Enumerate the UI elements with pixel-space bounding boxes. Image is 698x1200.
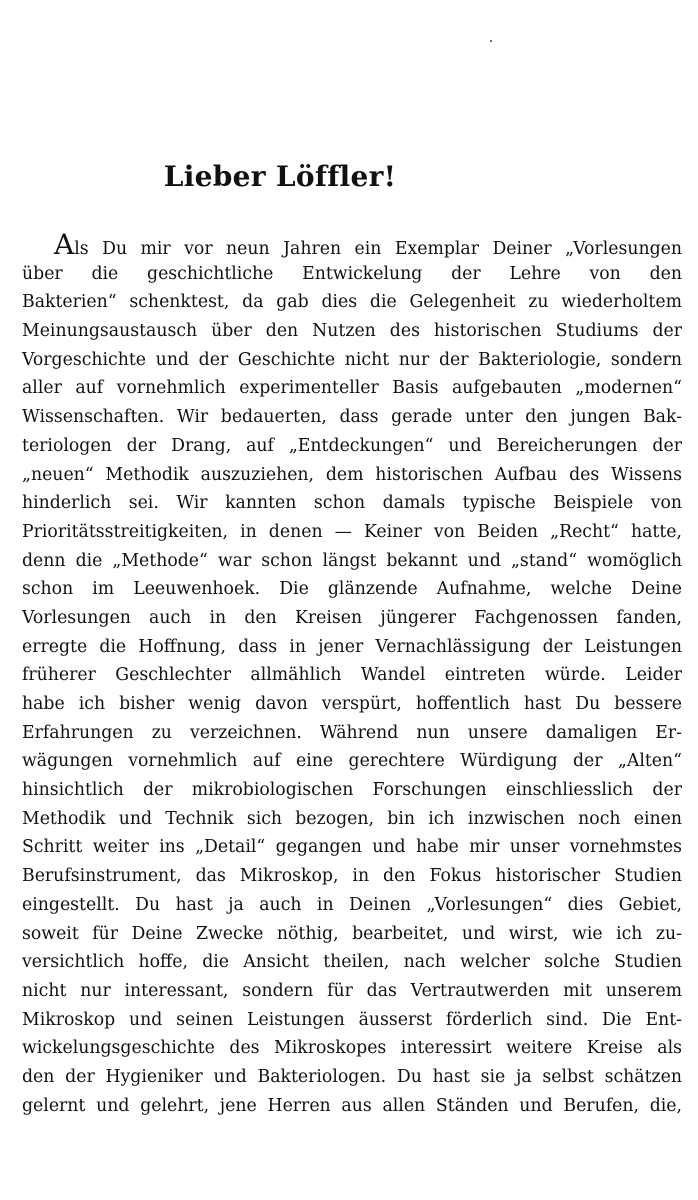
text-line-19: wägungen vornehmlich auf eine gerechtere Würdigung der „Alten“: [22, 751, 682, 772]
text-line-25: soweit für Deine Zwecke nöthig, bearbeitet, und wirst, wie ich zu-: [22, 923, 682, 944]
text-line-21: Methodik und Technik sich bezogen, bin ich inzwischen noch einen: [22, 808, 682, 829]
initial-letter: A: [54, 228, 75, 261]
text-line-22: Schritt weiter ins „Detail“ gegangen und habe mir unser vornehmstes: [22, 837, 682, 858]
text-line-8: teriologen der Drang, auf „Entdeckungen“ und Bereicherungen der: [22, 435, 682, 456]
text-line-26: versichtlich hoffe, die Ansicht theilen, nach welcher solche Studien: [22, 952, 682, 973]
text-line-24: eingestellt. Du hast ja auch in Deinen „Vorlesungen“ dies Gebiet,: [22, 894, 682, 915]
text-line-14: Vorlesungen auch in den Kreisen jüngerer Fachgenossen fanden,: [22, 607, 682, 628]
text-line-15: erregte die Hoffnung, dass in jener Vernachlässigung der Leistungen: [22, 636, 682, 657]
text-line-20: hinsichtlich der mikrobiologischen Forschungen einschliesslich der: [22, 780, 682, 801]
text-line-10: hinderlich sei. Wir kannten schon damals typische Beispiele von: [22, 493, 682, 514]
text-line-3: Bakterien“ schenktest, da gab dies die Gelegenheit zu wiederholtem: [22, 292, 682, 313]
text-line-18: Erfahrungen zu verzeichnen. Während nun unsere damaligen Er-: [22, 722, 682, 743]
print-speck: [490, 40, 492, 42]
text-line-9: „neuen“ Methodik auszuziehen, dem historischen Aufbau des Wissens: [22, 464, 682, 485]
text-line-29: wickelungsgeschichte des Mikroskopes interessirt weitere Kreise als: [22, 1038, 682, 1059]
text-line-31: gelernt und gelehrt, jene Herren aus allen Ständen und Berufen, die,: [22, 1095, 682, 1116]
text-line-16: früherer Geschlechter allmählich Wandel eintreten würde. Leider: [22, 665, 682, 686]
text-line-17: habe ich bisher wenig davon verspürt, hoffentlich hast Du bessere: [22, 694, 682, 714]
text-line-13: schon im Leeuwenhoek. Die glänzende Aufnahme, welche Deine: [22, 579, 682, 600]
text-line-28: Mikroskop und seinen Leistungen äusserst förderlich sind. Die Ent-: [22, 1009, 682, 1030]
text-line-5: Vorgeschichte und der Geschichte nicht nur der Bakteriologie, sondern: [22, 349, 682, 370]
text-line-2: über die geschichtliche Entwickelung der Lehre von den: [22, 263, 682, 284]
text-line-23: Berufsinstrument, das Mikroskop, in den Fokus historischer Studien: [22, 866, 682, 887]
text-line-1: [22, 228, 682, 261]
letter-body: [22, 228, 682, 1120]
text-line-6: aller auf vornehmlich experimenteller Basis aufgebauten „modernen“: [22, 378, 682, 399]
text-line-7: Wissenschaften. Wir bedauerten, dass gerade unter den jungen Bak-: [22, 407, 682, 428]
text-line-4: Meinungsaustausch über den Nutzen des historischen Studiums der: [22, 321, 682, 342]
text-line-12: denn die „Methode“ war schon längst bekannt und „stand“ womöglich: [22, 550, 682, 571]
letter-salutation-heading: Lieber Löffler!: [163, 160, 397, 193]
text-line-27: nicht nur interessant, sondern für das Vertrautwerden mit unserem: [22, 980, 682, 1001]
text-line-1-rest: ls Du mir vor neun Jahren ein Exemplar Deiner „Vorlesungen: [74, 239, 682, 259]
text-line-30: den der Hygieniker und Bakteriologen. Du hast sie ja selbst schätzen: [22, 1066, 682, 1087]
text-line-11: Prioritätsstreitigkeiten, in denen — Keiner von Beiden „Recht“ hatte,: [22, 521, 682, 542]
